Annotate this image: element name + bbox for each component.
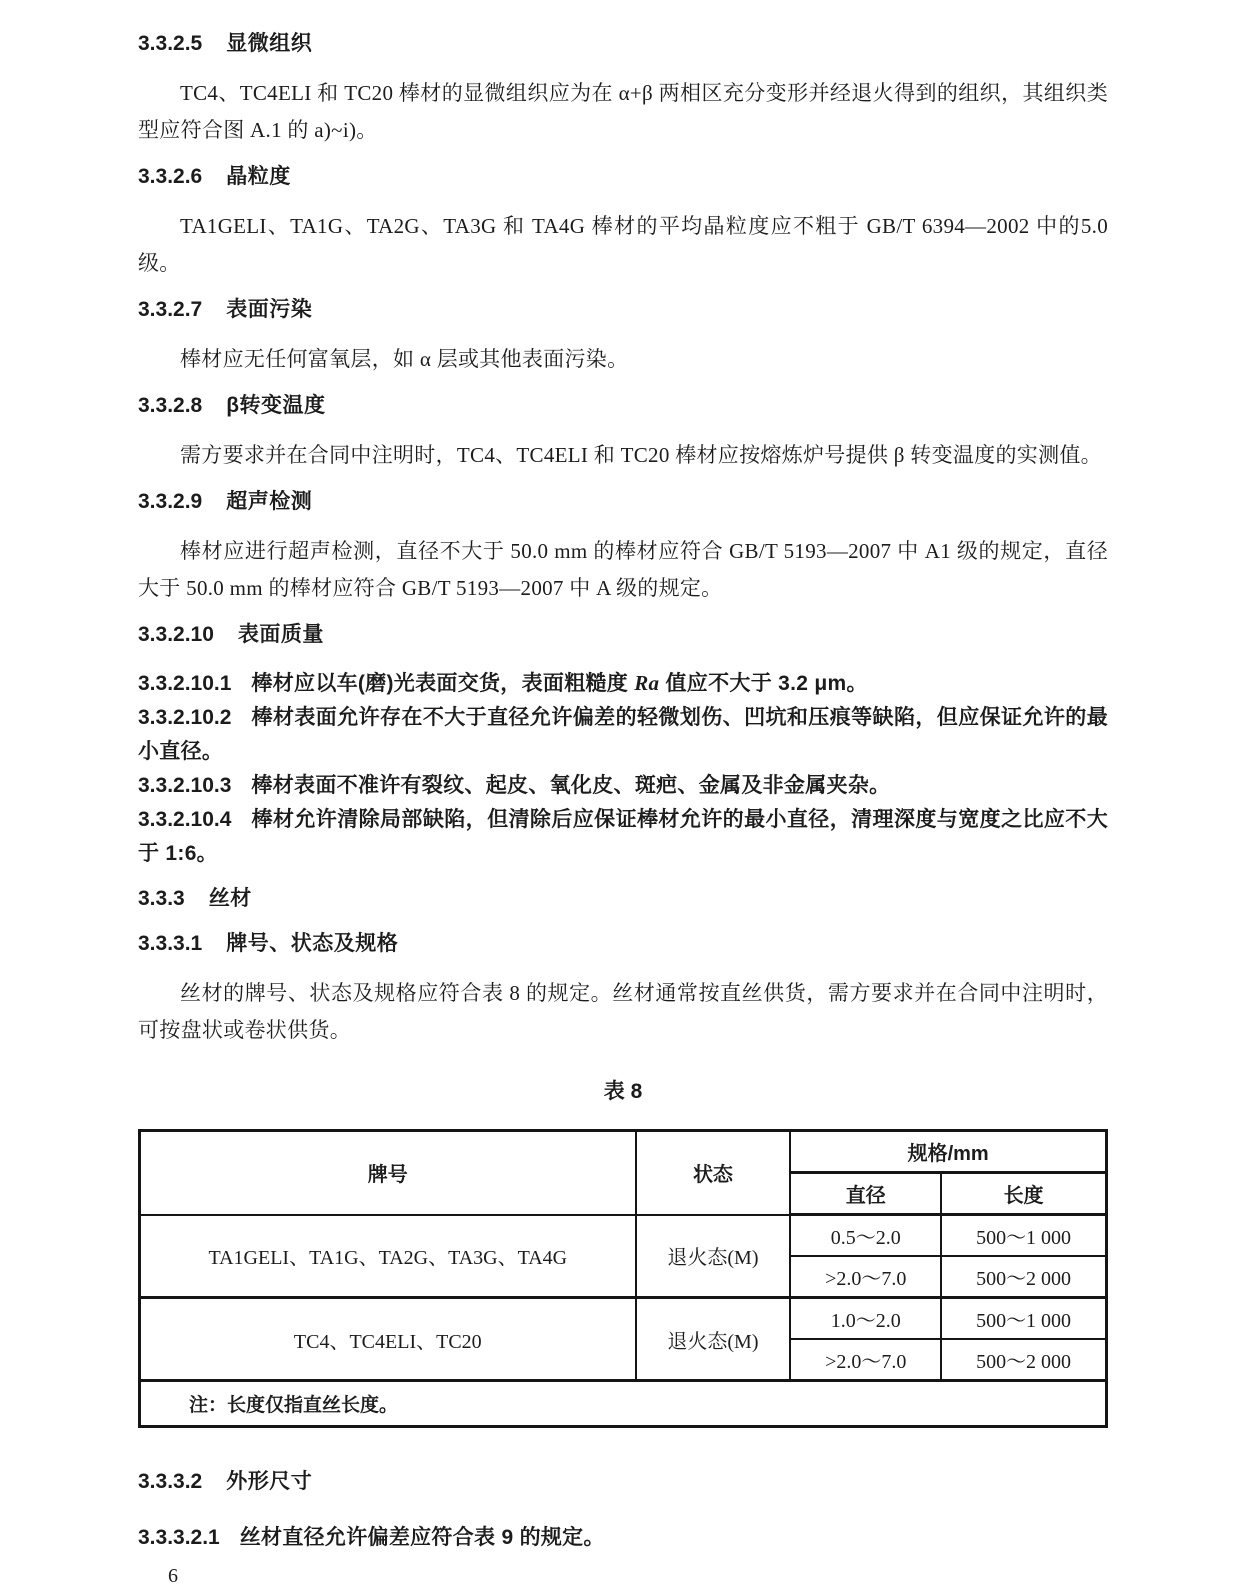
- clause-number: 3.3.2.10.3: [138, 774, 232, 797]
- clause-number: 3.3.3.1: [138, 932, 203, 955]
- paragraph: 丝材的牌号、状态及规格应符合表 8 的规定。丝材通常按直丝供货，需方要求并在合同中注明时，可按盘状或卷状供货。: [138, 981, 1108, 1042]
- clause-heading-3.3.2.9: [138, 488, 1108, 515]
- requirement-clause-3.3.2.10.1: [138, 666, 1108, 701]
- table-note-row: [140, 1381, 1107, 1427]
- clause-heading-3.3.2.7: [138, 296, 1108, 323]
- clause-number: 3.3.2.8: [138, 394, 203, 417]
- clause-number: 3.3.2.5: [138, 32, 203, 55]
- clause-number: 3.3.2.10.2: [138, 706, 232, 729]
- clause-title: β转变温度: [226, 394, 326, 417]
- header-cell-brand: 牌号: [140, 1131, 636, 1215]
- paragraph: 棒材应无任何富氧层，如 α 层或其他表面污染。: [180, 347, 629, 371]
- header-cell-length: 长度: [941, 1173, 1106, 1215]
- cell-diameter: 0.5～2.0: [790, 1215, 941, 1257]
- clause-title: 丝材: [208, 887, 252, 910]
- clause-number: 3.3.3.2.1: [138, 1526, 220, 1549]
- requirement-clause-3.3.3.2.1: [138, 1521, 1108, 1555]
- clause-title: 超声检测: [226, 490, 313, 513]
- clause-heading-3.3.3.1: [138, 930, 1108, 957]
- paragraph: 需方要求并在合同中注明时，TC4、TC4ELI 和 TC20 棒材应按熔炼炉号提供 β 转变温度的实测值。: [180, 443, 1102, 467]
- table-caption: 表 8: [603, 1080, 643, 1103]
- table-8: [138, 1129, 1108, 1428]
- clause-number: 3.3.3.2: [138, 1470, 203, 1493]
- symbol-Ra: Ra: [634, 671, 660, 695]
- cell-length: 500～2 000: [941, 1256, 1106, 1298]
- paragraph: 棒材应进行超声检测，直径不大于 50.0 mm 的棒材应符合 GB/T 5193—2007 中 A1 级的规定，直径大于 50.0 mm 的棒材应符合 GB/T 5193—2007 中 A 级的规定。: [138, 539, 1108, 600]
- cell-diameter: >2.0～7.0: [790, 1256, 941, 1298]
- cell-brand: TA1GELI、TA1G、TA2G、TA3G、TA4G: [140, 1215, 636, 1298]
- clause-title: 表面质量: [237, 623, 324, 646]
- cell-brand: TC4、TC4ELI、TC20: [140, 1298, 636, 1381]
- clause-title: 晶粒度: [226, 165, 291, 188]
- cell-length: 500～2 000: [941, 1339, 1106, 1381]
- clause-title: 显微组织: [226, 32, 313, 55]
- table-row: [140, 1215, 1107, 1257]
- header-cell-state: 状态: [636, 1131, 791, 1215]
- page-number: 6: [168, 1565, 178, 1587]
- clause-number: 3.3.2.6: [138, 165, 203, 188]
- clause-number: 3.3.2.10.4: [138, 808, 232, 831]
- clause-heading-3.3.2.10: [138, 621, 1108, 648]
- clause-text: 棒材应以车(磨)光表面交货，表面粗糙度: [251, 672, 635, 695]
- clause-heading-3.3.2.5: [138, 30, 1108, 57]
- clause-title: 表面污染: [226, 298, 313, 321]
- clause-number: 3.3.3: [138, 887, 185, 910]
- clause-text: 棒材表面不准许有裂纹、起皮、氧化皮、斑疤、金属及非金属夹杂。: [251, 774, 891, 797]
- table-header-row: [140, 1131, 1107, 1173]
- header-cell-spec: 规格/mm: [790, 1131, 1106, 1173]
- clause-title: 外形尺寸: [226, 1470, 313, 1493]
- clause-number: 3.3.2.7: [138, 298, 203, 321]
- note-text: 长度仅指直丝长度。: [227, 1395, 399, 1416]
- requirement-clause-3.3.2.10.4: [138, 803, 1108, 871]
- cell-length: 500～1 000: [941, 1298, 1106, 1340]
- clause-heading-3.3.3.2: [138, 1468, 1108, 1495]
- cell-length: 500～1 000: [941, 1215, 1106, 1257]
- clause-heading-3.3.3: [138, 885, 1108, 912]
- clause-text: 值应不大于 3.2 μm。: [659, 672, 868, 695]
- cell-diameter: 1.0～2.0: [790, 1298, 941, 1340]
- paragraph: TA1GELI、TA1G、TA2G、TA3G 和 TA4G 棒材的平均晶粒度应不粗于 GB/T 6394—2002 中的5.0级。: [138, 214, 1108, 275]
- table-row: [140, 1298, 1107, 1340]
- requirement-clause-3.3.2.10.3: [138, 769, 1108, 803]
- clause-number: 3.3.2.9: [138, 490, 203, 513]
- note-label: 注：: [189, 1395, 228, 1416]
- requirement-clause-3.3.2.10.2: [138, 701, 1108, 769]
- clause-text: 棒材允许清除局部缺陷，但清除后应保证棒材允许的最小直径，清理深度与宽度之比应不大于 1:6。: [138, 808, 1108, 865]
- clause-text: 丝材直径允许偏差应符合表 9 的规定。: [239, 1526, 605, 1549]
- clause-number: 3.3.2.10: [138, 623, 214, 646]
- clause-number: 3.3.2.10.1: [138, 672, 232, 695]
- header-cell-diameter: 直径: [790, 1173, 941, 1215]
- clause-heading-3.3.2.8: [138, 392, 1108, 419]
- clause-heading-3.3.2.6: [138, 163, 1108, 190]
- cell-diameter: >2.0～7.0: [790, 1339, 941, 1381]
- cell-state: 退火态(M): [636, 1215, 791, 1298]
- cell-state: 退火态(M): [636, 1298, 791, 1381]
- table-note: [140, 1381, 1107, 1427]
- clause-title: 牌号、状态及规格: [226, 932, 399, 955]
- clause-text: 棒材表面允许存在不大于直径允许偏差的轻微划伤、凹坑和压痕等缺陷，但应保证允许的最小直径。: [138, 706, 1108, 763]
- paragraph: TC4、TC4ELI 和 TC20 棒材的显微组织应为在 α+β 两相区充分变形并经退火得到的组织，其组织类型应符合图 A.1 的 a)~i)。: [138, 81, 1108, 142]
